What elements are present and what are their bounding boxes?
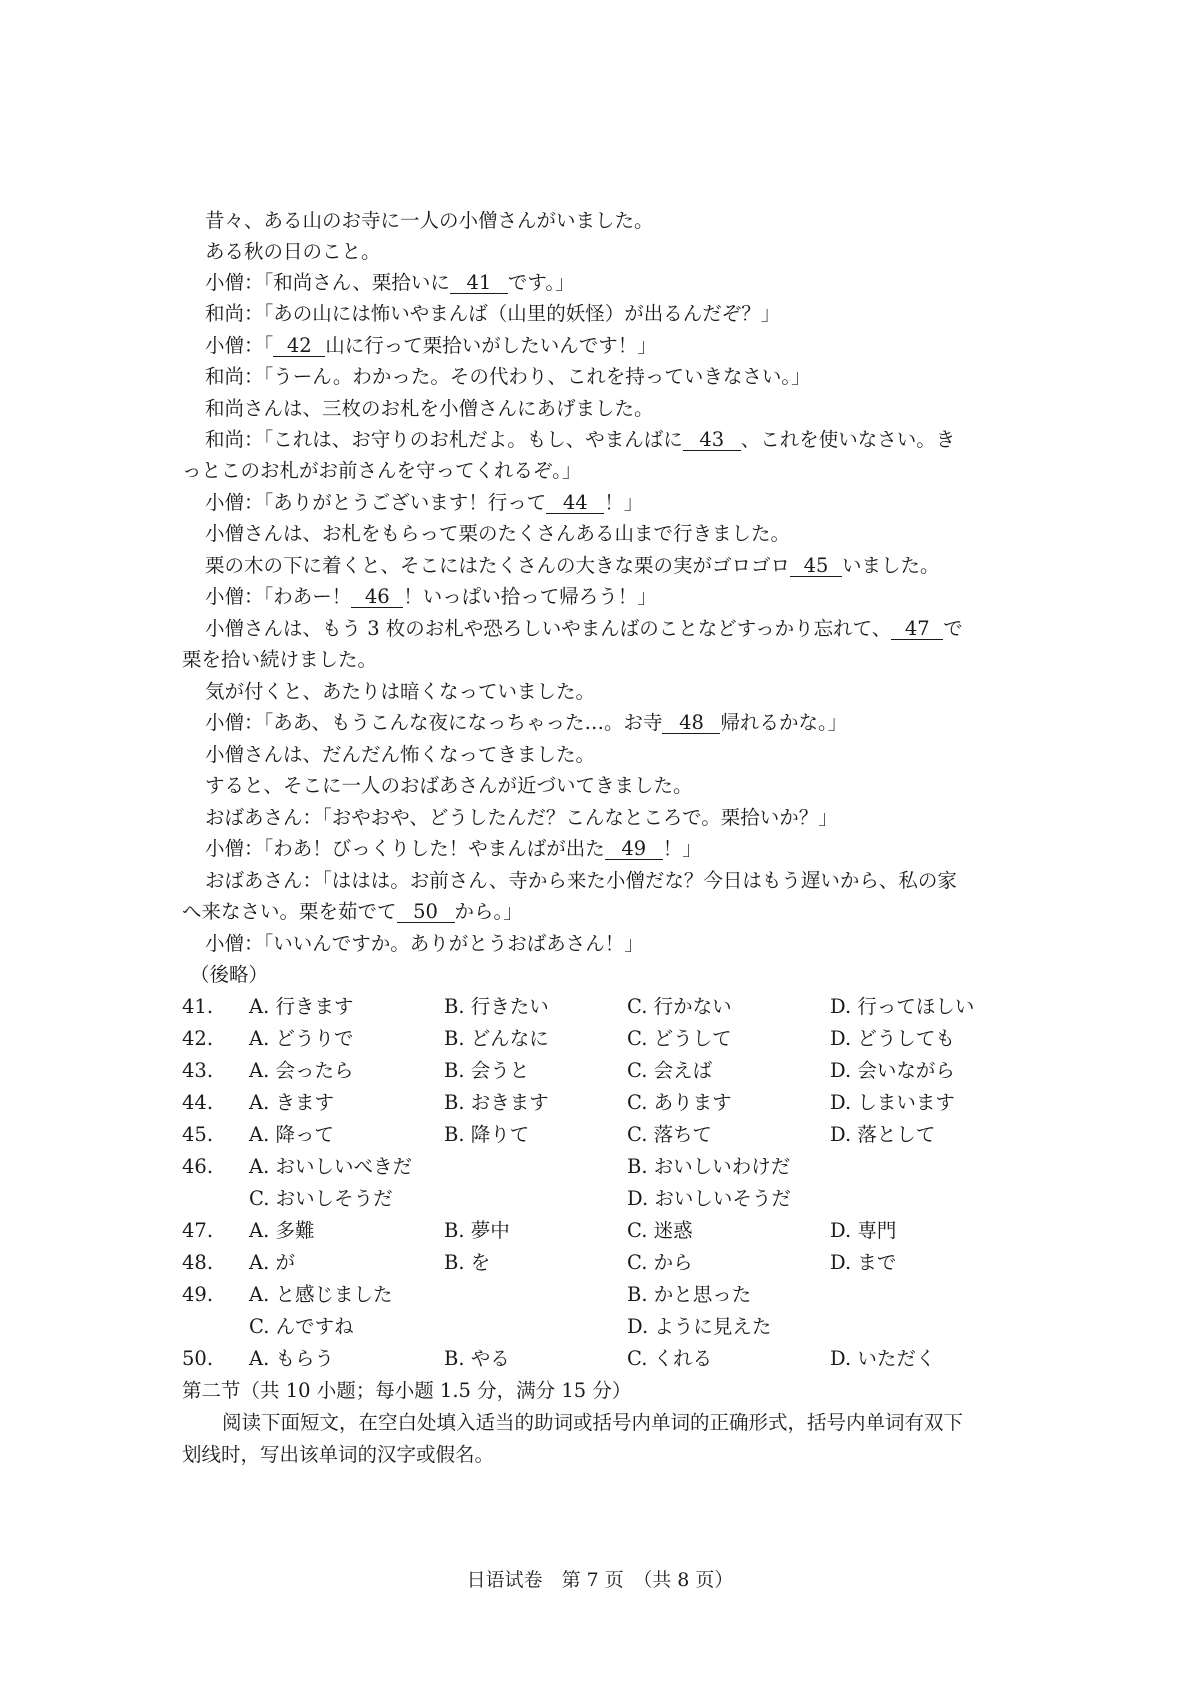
passage-line: ある秋の日のこと。: [205, 240, 381, 263]
question-49: [182, 1283, 1042, 1307]
passage-line: 和尚：「あの山には怖いやまんば（山里的妖怪）が出るんだぞ？」: [205, 302, 781, 325]
question-50: [182, 1347, 1042, 1371]
option-a: A. きます: [249, 1091, 334, 1114]
option-d: D. どうしても: [830, 1027, 955, 1050]
question-44: [182, 1091, 1042, 1115]
option-c: C. 落ちて: [627, 1123, 712, 1146]
text-segment: 帰れるかな。」: [720, 711, 848, 734]
option-d: D. まで: [830, 1251, 897, 1274]
question-number: 49.: [182, 1283, 214, 1306]
question-45: [182, 1123, 1042, 1147]
option-b: B. どんなに: [444, 1027, 549, 1050]
option-d: D. 落として: [830, 1123, 936, 1146]
option-a: A. もらう: [249, 1347, 334, 1370]
option-d: D. いただく: [830, 1347, 936, 1370]
option-b: B. を: [444, 1251, 491, 1274]
option-a: A. 会ったら: [249, 1059, 354, 1082]
section-heading: 第二节（共 10 小题；每小题 1.5 分，满分 15 分）: [182, 1379, 632, 1402]
option-c: C. くれる: [627, 1347, 713, 1370]
passage-line: 気が付くと、あたりは暗くなっていました。: [205, 680, 596, 703]
option-a: A. 行きます: [249, 995, 354, 1018]
text-segment: へ来なさい。栗を茹でて: [182, 900, 397, 923]
question-number: 43.: [182, 1059, 214, 1082]
blank-45: 45: [790, 556, 842, 577]
blank-42: 42: [273, 336, 325, 357]
passage-line: おばあさん：「おやおや、どうしたんだ？こんなところで。栗拾いか？」: [205, 806, 838, 829]
text-segment: 小僧：「ああ、もうこんな夜になっちゃった…。お寺: [205, 711, 663, 734]
passage-line: 小僧さんは、だんだん怖くなってきました。: [205, 743, 596, 766]
question-number: 50.: [182, 1347, 214, 1370]
option-c: C. 会えば: [627, 1059, 713, 1082]
passage-line: っとこのお札がお前さんを守ってくれるぞ。」: [182, 459, 582, 482]
question-number: 45.: [182, 1123, 214, 1146]
passage-line: 和尚：「うーん。わかった。その代わり、これを持っていきなさい。」: [205, 365, 811, 388]
question-number: 47.: [182, 1219, 214, 1242]
question-41: [182, 995, 1042, 1019]
passage-line: 小僧：「いいんですか。ありがとうおばあさん！」: [205, 932, 644, 955]
text-segment: 小僧：「わあー！: [205, 585, 352, 608]
passage-line: 栗を拾い続けました。: [182, 648, 378, 671]
option-b: B. 会うと: [444, 1059, 530, 1082]
text-segment: 山に行って栗拾いがしたいんです！」: [325, 334, 657, 357]
text-segment: 小僧：「和尚さん、栗拾いに: [205, 271, 450, 294]
section-instructions: 阅读下面短文，在空白处填入适当的助词或括号内单词的正确形式，括号内单词有双下: [222, 1411, 964, 1434]
blank-44: 44: [546, 493, 604, 514]
question-42: [182, 1027, 1042, 1051]
blank-49: 49: [605, 839, 663, 860]
option-c: C. から: [627, 1251, 693, 1274]
passage-line: 昔々、ある山のお寺に一人の小僧さんがいました。: [205, 209, 654, 232]
question-number: 46.: [182, 1155, 214, 1178]
option-c: C. んですね: [249, 1315, 354, 1338]
question-49-cont: [182, 1315, 1042, 1339]
question-number: 48.: [182, 1251, 214, 1274]
passage-line: すると、そこに一人のおばあさんが近づいてきました。: [205, 774, 693, 797]
question-options: [182, 0, 1042, 1500]
option-c: C. 行かない: [627, 995, 732, 1018]
blank-41: 41: [450, 273, 508, 294]
text-segment: 小僧：「: [205, 334, 274, 357]
blank-48: 48: [662, 713, 720, 734]
option-b: B. 夢中: [444, 1219, 510, 1242]
option-b: B. おきます: [444, 1091, 549, 1114]
blank-46: 46: [351, 587, 403, 608]
question-48: [182, 1251, 1042, 1275]
option-c: C. どうして: [627, 1027, 732, 1050]
text-segment: です。」: [507, 271, 575, 294]
question-number: 42.: [182, 1027, 214, 1050]
option-d: D. ように見えた: [627, 1315, 772, 1338]
text-segment: 小僧さんは、もう 3 枚のお札や恐ろしいやまんばのことなどすっかり忘れて、: [205, 617, 892, 640]
passage-line: 小僧さんは、お札をもらって栗のたくさんある山まで行きました。: [205, 522, 791, 545]
option-a: A. が: [249, 1251, 295, 1274]
option-b: B. かと思った: [627, 1283, 752, 1306]
text-segment: ！」: [662, 837, 702, 860]
question-43: [182, 1059, 1042, 1083]
option-b: B. 降りて: [444, 1123, 530, 1146]
page-footer: 日语试卷 第 7 页 （共 8 页）: [466, 1569, 734, 1591]
blank-43: 43: [683, 430, 741, 451]
option-d: D. 行ってほしい: [830, 995, 975, 1018]
option-d: D. 専門: [830, 1219, 897, 1242]
text-segment: 小僧：「わあ！びっくりした！やまんばが出た: [205, 837, 605, 860]
text-segment: で: [943, 617, 963, 640]
option-a: A. 降って: [249, 1123, 334, 1146]
option-b: B. やる: [444, 1347, 510, 1370]
text-segment: 和尚：「これは、お守りのお札だよ。もし、やまんばに: [205, 428, 683, 451]
text-segment: ！」: [604, 491, 644, 514]
question-number: 44.: [182, 1091, 214, 1114]
section-instructions-cont: 划线时，写出该单词的汉字或假名。: [182, 1443, 495, 1466]
option-c: C. あります: [627, 1091, 732, 1114]
option-d: D. おいしいそうだ: [627, 1187, 791, 1210]
passage-line: （後略）: [190, 963, 269, 986]
option-a: A. 多難: [249, 1219, 315, 1242]
question-47: [182, 1219, 1042, 1243]
option-d: D. 会いながら: [830, 1059, 955, 1082]
text-segment: から。」: [454, 900, 523, 923]
question-46: [182, 1155, 1042, 1179]
passage-line: 和尚さんは、三枚のお札を小僧さんにあげました。: [205, 397, 654, 420]
text-segment: ！いっぱい拾って帰ろう！」: [403, 585, 657, 608]
option-c: C. 迷惑: [627, 1219, 693, 1242]
option-b: B. おいしいわけだ: [627, 1155, 791, 1178]
option-a: A. と感じました: [249, 1283, 393, 1306]
option-d: D. しまいます: [830, 1091, 955, 1114]
option-b: B. 行きたい: [444, 995, 549, 1018]
text-segment: 小僧：「ありがとうございます！行って: [205, 491, 547, 514]
text-segment: いました。: [842, 554, 940, 577]
text-segment: 栗の木の下に着くと、そこにはたくさんの大きな栗の実がゴロゴロ: [205, 554, 791, 577]
option-c: C. おいしそうだ: [249, 1187, 393, 1210]
blank-50: 50: [397, 902, 455, 923]
option-a: A. おいしいべきだ: [249, 1155, 412, 1178]
blank-47: 47: [891, 619, 943, 640]
option-a: A. どうりで: [249, 1027, 354, 1050]
question-number: 41.: [182, 995, 214, 1018]
text-segment: 、これを使いなさい。き: [740, 428, 956, 451]
question-46-cont: [182, 1187, 1042, 1211]
passage-line: おばあさん：「ははは。お前さん、寺から来た小僧だな？今日はもう遅いから、私の家: [205, 869, 957, 892]
